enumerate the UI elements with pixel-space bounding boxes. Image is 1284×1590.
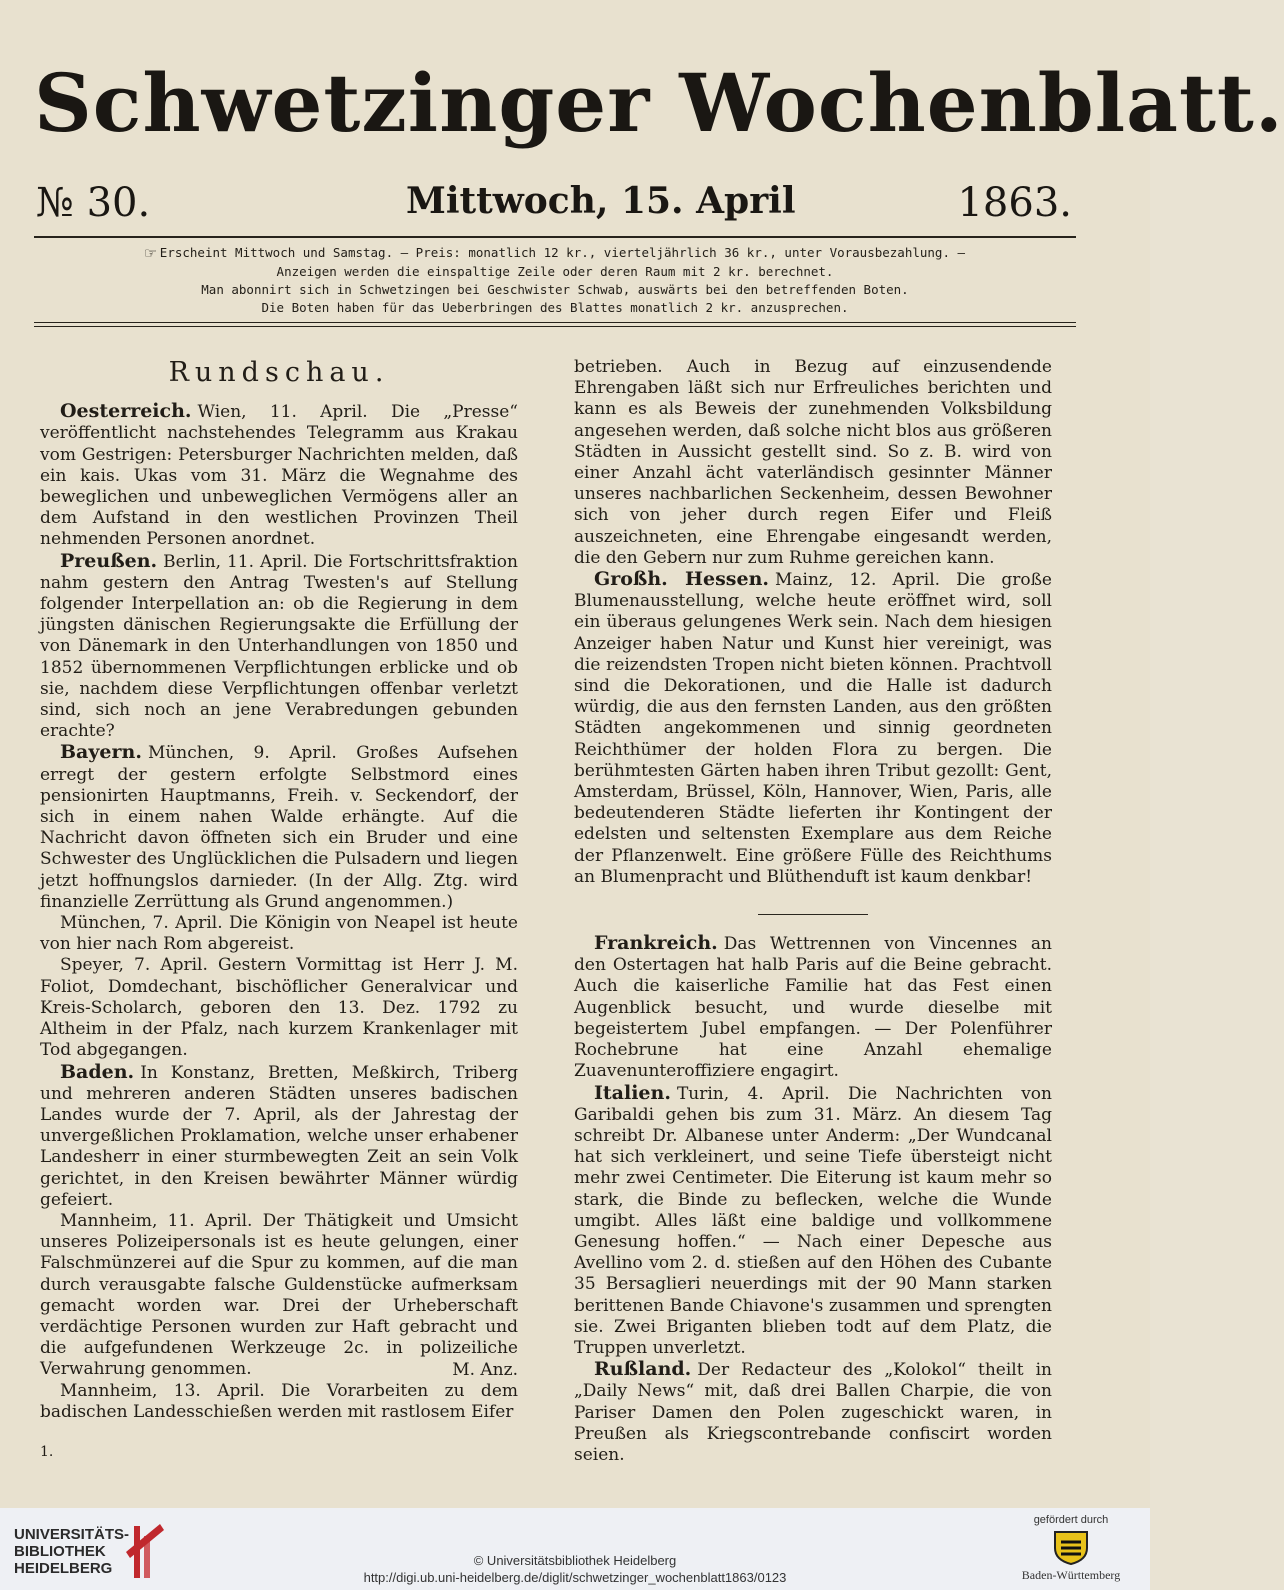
copyright-block: [0, 1552, 1150, 1586]
header-rule-top: [34, 236, 1076, 238]
section-separator: [758, 914, 868, 915]
issue-date: Mittwoch, 15. April: [406, 180, 796, 222]
article-hessen: [574, 569, 1052, 888]
notice-line-3: Man abonnirt sich in Schwetzingen bei Geschwister Schwab, auswärts bei den betreffenden Boten.: [201, 282, 909, 297]
heading-frankreich: Frankreich.: [594, 932, 718, 955]
notice-line-2: Anzeigen werden die einspaltige Zeile oder deren Raum mit 2 kr. berechnet.: [276, 264, 834, 279]
heading-bayern: Bayern.: [60, 741, 142, 764]
ub-logo-line-1: UNIVERSITÄTS-: [14, 1526, 130, 1543]
heading-italien: Italien.: [594, 1081, 671, 1104]
issue-year: 1863.: [957, 180, 1072, 226]
funded-by-label: gefördert durch: [1033, 1514, 1109, 1526]
article-continuation: betrieben. Auch in Bezug auf einzusendende Ehrengaben läßt sich nur Erfreuliches berichten und kann es als Beweis der zunehmenden Volksbildung angesehen werden, daß solche nicht blos aus größeren Städten in Aussicht gestellt sind. So z. B. wird von einer Anzahl ächt vaterländisch gesinnter Männer unseres nachbarlichen Seckenheim, dessen Bewohner sich von jeher durch regen Eifer und Fleiß auszeichneten, eine Ehrengabe eingesandt werden, die den Gebern nur zum Ruhme gereichen kann.: [574, 357, 1052, 568]
bw-coat-of-arms-icon: [1051, 1528, 1091, 1566]
text-hessen: Mainz, 12. April. Die große Blumenausstellung, welche heute eröffnet wird, soll ein überaus gelungenes Werk sein. Nach dem hiesigen Anzeiger haben Natur und Kunst hier vereinigt, was die reizendsten Tropen nicht bieten können. Prachtvoll sind die Dekorationen, und die Halle ist dadurch würdig, die aus den fernsten Landen, aus den größten Städten angekommenen und sinnig geordneten Reichthümer der holden Flora zu bergen. Die berühmtesten Gärten haben ihren Tribut gezollt: Gent, Amsterdam, Brüssel, Köln, Hannover, Wien, Paris, alle bedeutenderen Städte lieferten ihr Kontingent der edelsten und seltensten Exemplare aus dem Reiche der Pflanzenwelt. Eine größere Fülle des Reichthums an Blumenpracht und Blüthenduft ist kaum denkbar!: [574, 570, 1052, 887]
bw-label: Baden-Württemberg: [1021, 1568, 1121, 1582]
text-bayern: München, 9. April. Großes Aufsehen erregt der gestern erfolgte Selbstmord eines pensionirten Hauptmanns, Freih. v. Seckendorf, der sich in einem nahen Walde erhängte. Auf die Nachricht davon öffneten sich ein Bruder und eine Schwester des Unglücklichen die Pulsadern und liegen jetzt hoffnungslos darnieder. (In der Allg. Ztg. wird finanzielle Zerrüttung als Grund angenommen.): [40, 743, 518, 912]
article-bayern: [40, 742, 518, 913]
issue-line: [36, 176, 1076, 236]
heading-russland: Rußland.: [594, 1358, 692, 1381]
notice-line-1: [34, 244, 1076, 263]
article-preussen: [40, 551, 518, 743]
article-italien: [574, 1083, 1052, 1360]
heading-baden: Baden.: [60, 1060, 135, 1083]
left-column: [40, 354, 518, 1423]
pointing-hand-icon: ☞: [144, 243, 156, 264]
digitization-footer: [0, 1508, 1150, 1590]
byline-m-anz: M. Anz.: [452, 1359, 518, 1380]
text-preussen: Berlin, 11. April. Die Fortschrittsfraktion nahm gestern den Antrag Twesten's auf Stellung folgender Interpellation an: ob die Regierung in dem jüngsten dänischen Regierungsakte die Erfüllung der von Dänemark in den Unterhandlungen von 1850 und 1852 übernommenen Verpflichtungen erblicke und ob sie, nachdem diese Verpflichtungen offenbar verletzt sind, sich noch an jene Verabredungen gebunden erachte?: [40, 551, 518, 742]
funding-block: [1016, 1514, 1126, 1583]
masthead-title: Schwetzinger Wochenblatt.: [34, 56, 1284, 150]
article-russland: [574, 1359, 1052, 1466]
article-mannheim-1: Mannheim, 11. April. Der Thätigkeit und Umsicht unseres Polizeipersonals ist es heute gelungen, einer Falschmünzerei auf die Spur zu kommen, auf die man durch verausgabte falsche Guldenstücke aufmerksam gemacht worden war. Drei der Urheberschaft verdächtige Personen wurden zur Haft gebracht und die aufgefundenen Werkzeuge 2c. in polizeiliche Verwahrung genommen.: [40, 1210, 518, 1380]
article-frankreich: [574, 933, 1052, 1082]
issue-number: № 30.: [36, 180, 151, 226]
text-italien: Turin, 4. April. Die Nachrichten von Garibaldi gehen bis zum 31. März. An diesem Tag schreibt Dr. Albanese unter Anderm: „Der Wundcanal hat sich verkleinert, und seine Tiefe übersteigt nicht mehr zwei Centimeter. Die Eiterung ist kaum mehr so stark, die Binde zu beflecken, welche die Wunde umgibt. Alles läßt eine baldige und vollkommene Genesung hoffen.“ — Nach einer Depesche aus Avellino vom 2. d. stießen auf den Höhen des Cubante 35 Bersaglieri neuerdings mit der 90 Mann starken berittenen Bande Chiavone's zusammen und sprengten sie. Zwei Briganten blieben todt auf dem Platz, die Truppen unverletzt.: [574, 1083, 1052, 1358]
heading-preussen: Preußen.: [60, 549, 158, 572]
source-url-link[interactable]: http://digi.ub.uni-heidelberg.de/diglit/schwetzinger_wochenblatt1863/0123: [363, 1570, 787, 1585]
article-oesterreich: [40, 401, 518, 550]
text-russland: Der Redacteur des „Kolokol“ theilt in „Daily News“ mit, daß drei Ballen Charpie, die von Pariser Damen den Polen zugeschickt waren, in Preußen als Kriegscontrebande confiscirt worden seien.: [574, 1360, 1052, 1465]
text-baden: In Konstanz, Bretten, Meßkirch, Triberg und mehreren anderen Städten unseres badischen Landes wurde der 7. April, als der Jahrestag der unvergeßlichen Proklamation, welche unser erhabener Landesherr in einer sturmbewegten Zeit an sein Volk gerichtet, in den Kreisen bewährter Männer würdig gefeiert.: [40, 1062, 518, 1210]
section-title-rundschau: Rundschau.: [168, 357, 390, 388]
heading-oesterreich: Oesterreich.: [60, 400, 192, 423]
page-fold-number: 1.: [40, 1444, 54, 1460]
article-baden: [40, 1062, 518, 1211]
text-oesterreich: Wien, 11. April. Die „Presse“ veröffentlicht nachstehendes Telegramm aus Krakau vom Gestrigen: Petersburger Nachrichten melden, daß ein kais. Ukas vom 31. März die Wegnahme des beweglichen und unbeweglichen Vermögens aller an dem Aufstand in den westlichen Provinzen Theil nehmenden Personen anordnet.: [40, 402, 518, 550]
article-mannheim-2: Mannheim, 13. April. Die Vorarbeiten zu dem badischen Landesschießen werden mit rastlosem Eifer: [40, 1380, 518, 1422]
copyright-text: © Universitätsbibliothek Heidelberg: [473, 1553, 677, 1568]
ub-logo-line-3: HEIDELBERG: [14, 1560, 113, 1577]
ub-logo-line-2: BIBLIOTHEK: [14, 1543, 106, 1560]
heading-hessen: Großh. Hessen.: [594, 568, 770, 591]
text-frankreich: Das Wettrennen von Vincennes an den Ostertagen hat halb Paris auf die Beine gebracht. Auch die kaiserliche Familie hat das Fest einen Augenblick besucht, und wurde dieselbe mit begeistertem Jubel empfangen. — Der Polenführer Rochebrune hat eine Anzahl ehemalige Zuavenunteroffiziere engagirt.: [574, 934, 1052, 1082]
article-muenchen: München, 7. April. Die Königin von Neapel ist heute von hier nach Rom abgereist.: [40, 913, 518, 955]
right-column: [574, 357, 1052, 1466]
notice-line-4: Die Boten haben für das Ueberbringen des Blattes monatlich 2 kr. anzusprechen.: [261, 300, 849, 315]
subscription-notice: [34, 244, 1076, 317]
header-rule-bottom-1: [34, 322, 1076, 323]
article-speyer: Speyer, 7. April. Gestern Vormittag ist Herr J. M. Foliot, Domdechant, bischöflicher Generalvicar und Kreis-Scholarch, geboren den 13. Dez. 1792 zu Altheim in der Pfalz, nach kurzem Krankenlager mit Tod abgegangen.: [40, 955, 518, 1061]
notice-line-1-text: Erscheint Mittwoch und Samstag. — Preis: monatlich 12 kr., vierteljährlich 36 kr., unter Vorausbezahlung. —: [159, 245, 966, 260]
header-rule-bottom-2: [34, 326, 1076, 327]
